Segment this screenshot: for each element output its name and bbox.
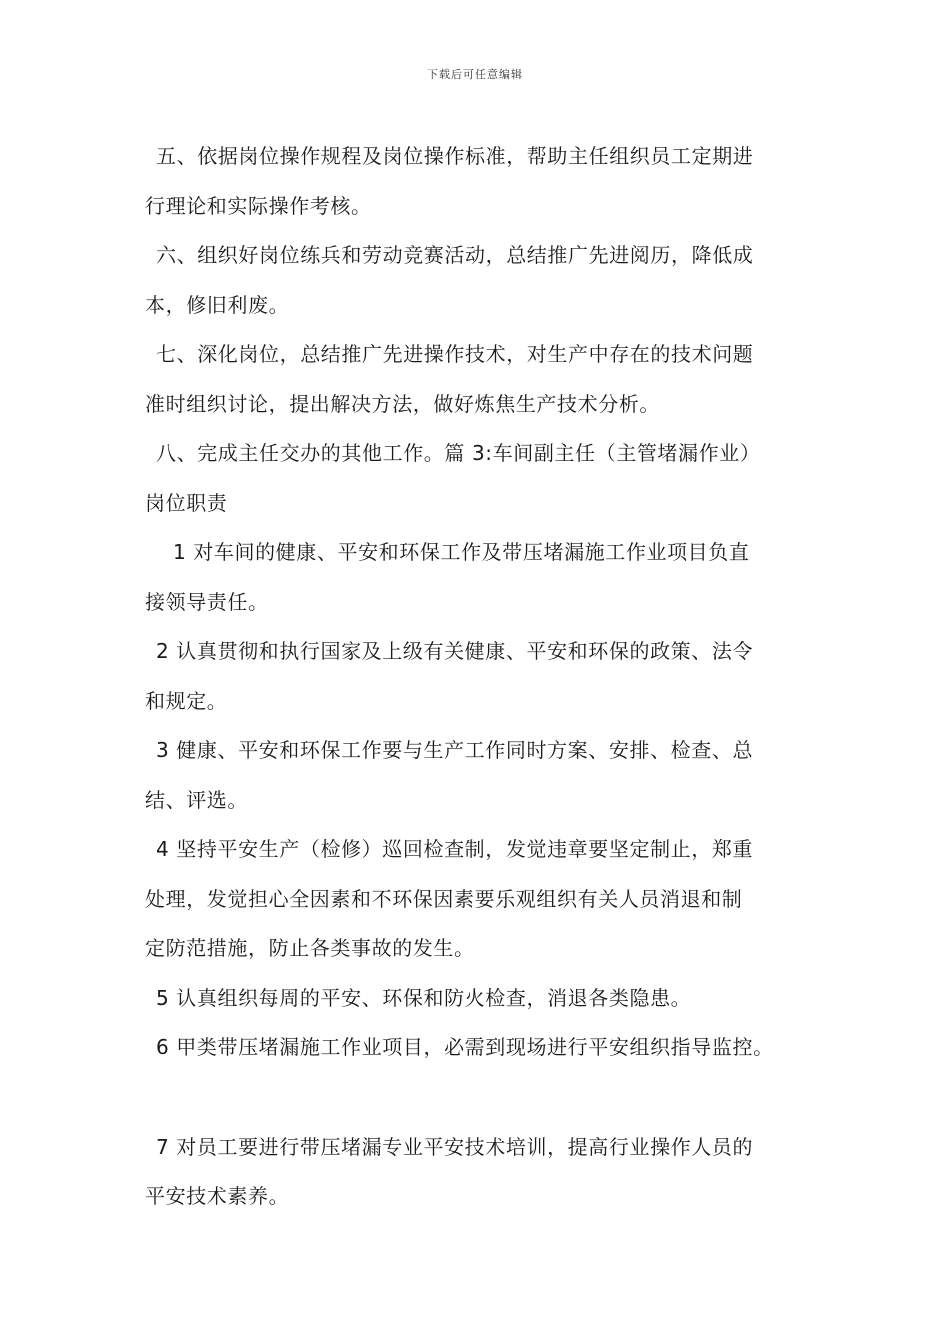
document-body xyxy=(145,132,820,1222)
paragraph-8-line-2: 岗位职责 xyxy=(145,490,228,515)
item-2-line-1: 2 认真贯彻和执行国家及上级有关健康、平安和环保的政策、法令 xyxy=(156,639,754,663)
item-4-line-1: 4 坚持平安生产（检修）巡回检查制，发觉违章要坚定制止，郑重 xyxy=(156,837,754,861)
paragraph-8-line-1: 八、完成主任交办的其他工作。篇 3:车间副主任（主管堵漏作业） xyxy=(156,441,761,465)
item-3-line-2: 结、评选。 xyxy=(145,787,248,812)
paragraph-5-line-2: 行理论和实际操作考核。 xyxy=(145,193,372,218)
paragraph-5-line-1: 五、依据岗位操作规程及岗位操作标准，帮助主任组织员工定期进 xyxy=(156,144,754,168)
paragraph-7-line-2: 准时组织讨论，提出解决方法，做好炼焦生产技术分析。 xyxy=(145,391,660,416)
paragraph-6-line-2: 本，修旧利废。 xyxy=(145,292,290,317)
item-1-line-1: 1 对车间的健康、平安和环保工作及带压堵漏施工作业项目负直 xyxy=(173,540,750,564)
item-5-line-1: 5 认真组织每周的平安、环保和防火检查，消退各类隐患。 xyxy=(156,985,692,1010)
item-1-line-2: 接领导责任。 xyxy=(145,589,269,614)
item-4-line-2: 处理，发觉担心全因素和不环保因素要乐观组织有关人员消退和制 xyxy=(145,886,743,911)
paragraph-spacer xyxy=(145,1073,820,1123)
item-7-line-1: 7 对员工要进行带压堵漏专业平安技术培训，提高行业操作人员的 xyxy=(156,1134,754,1159)
paragraph-7-line-1: 七、深化岗位，总结推广先进操作技术，对生产中存在的技术问题 xyxy=(156,342,754,366)
item-6-line-1: 6 甲类带压堵漏施工作业项目，必需到现场进行平安组织指导监控。 xyxy=(156,1035,774,1059)
page-header: 下载后可任意编辑 xyxy=(427,68,523,81)
item-4-line-3: 定防范措施，防止各类事故的发生。 xyxy=(145,936,475,960)
item-7-line-2: 平安技术素养。 xyxy=(145,1184,290,1208)
item-3-line-1: 3 健康、平安和环保工作要与生产工作同时方案、安排、检查、总 xyxy=(156,738,754,762)
item-2-line-2: 和规定。 xyxy=(145,688,228,713)
paragraph-6-line-1: 六、组织好岗位练兵和劳动竞赛活动，总结推广先进阅历，降低成 xyxy=(156,243,754,267)
